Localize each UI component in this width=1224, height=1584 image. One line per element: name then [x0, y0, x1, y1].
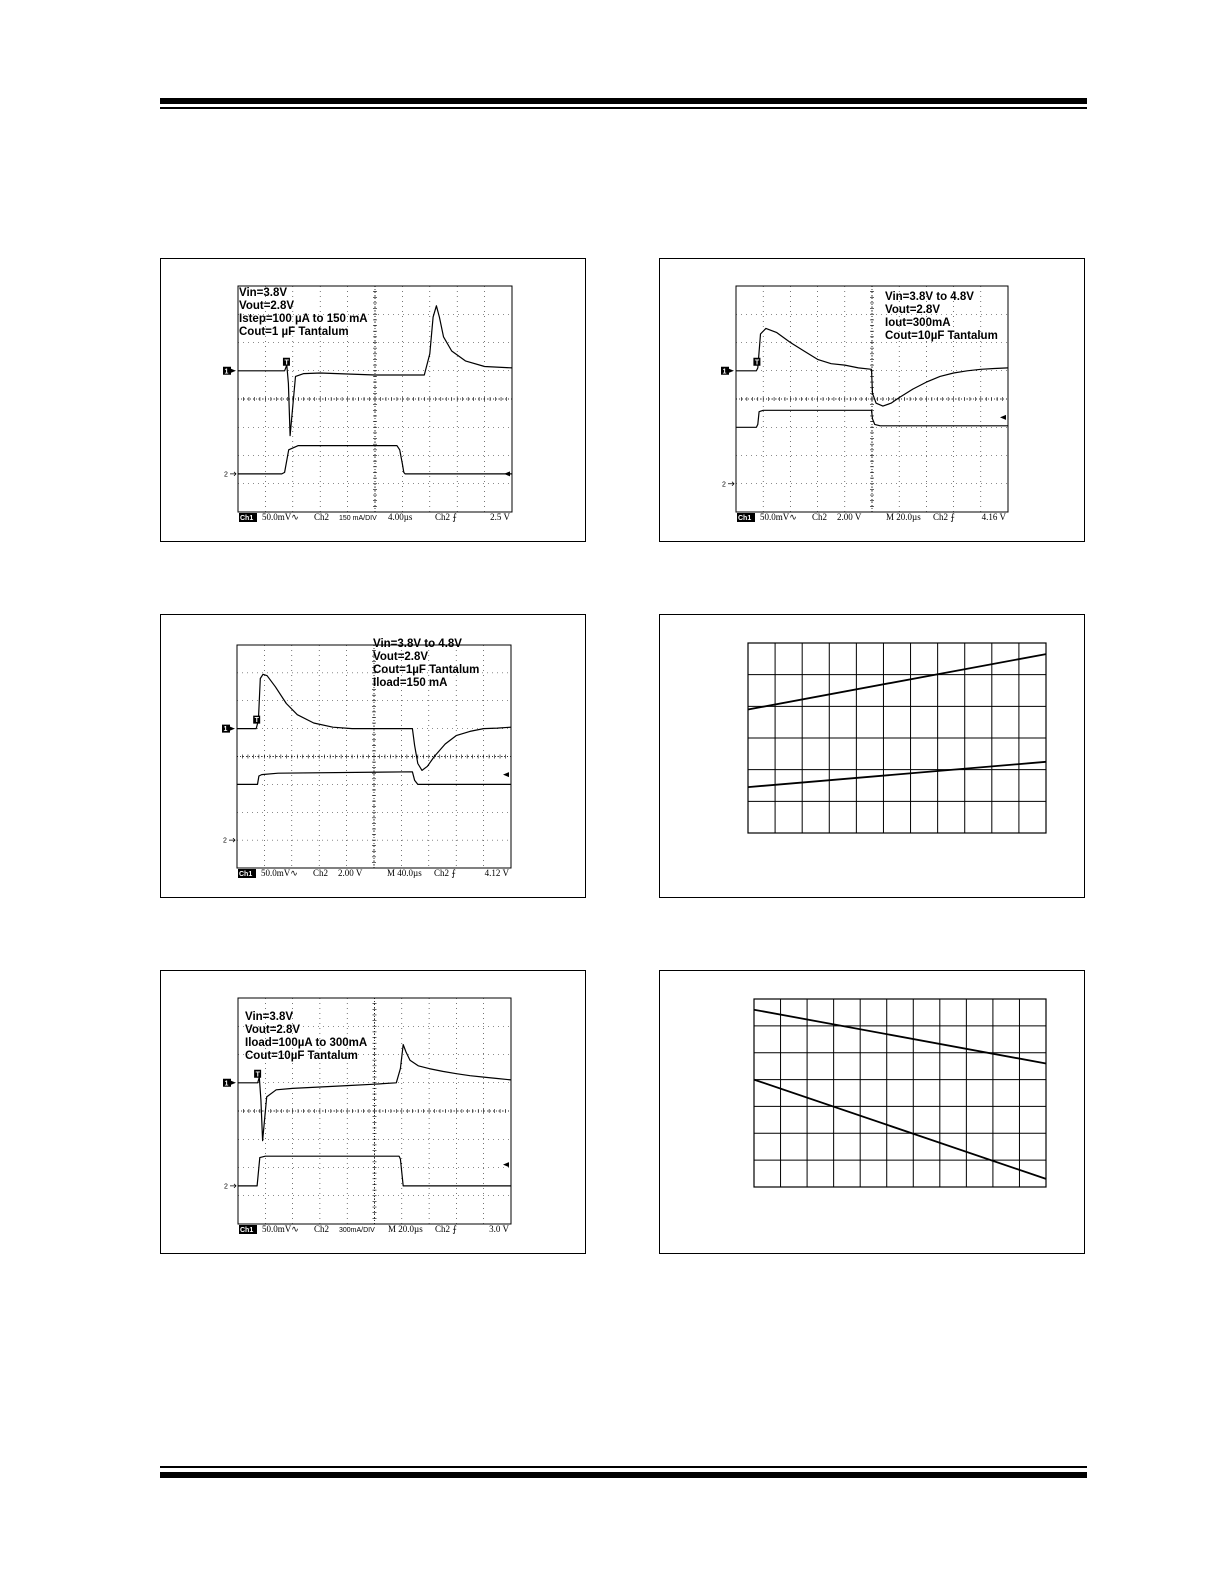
- annotation-line: Vout=2.8V: [373, 651, 429, 663]
- status-ch1-label: Ch1: [738, 515, 752, 522]
- status-timebase: M 20.0µs: [388, 1224, 423, 1234]
- chart-svg-6: [660, 971, 1086, 1255]
- annotation-line: Cout=10µF Tantalum: [245, 1050, 358, 1062]
- chart-panel-4: [659, 614, 1085, 898]
- trigger-level-arrow: [503, 772, 509, 777]
- annotation-line: Istep=100 µA to 150 mA: [239, 313, 368, 325]
- annotation-line: Vin=3.8V: [245, 1011, 294, 1023]
- annotation-line: Vout=2.8V: [245, 1024, 301, 1036]
- ch2-marker-arrow: [230, 1184, 236, 1188]
- ch2-marker-arrow: [229, 838, 235, 842]
- status-timebase: M 20.0µs: [886, 512, 921, 522]
- ch2-marker-arrow: [728, 482, 734, 486]
- annotation-line: Vout=2.8V: [239, 300, 295, 312]
- footer-rule-thin: [160, 1466, 1087, 1468]
- annotation-line: Vin=3.8V to 4.8V: [373, 638, 462, 650]
- status-trigger-source: Ch2 ⨍: [435, 1224, 457, 1234]
- status-ch2-label: Ch2: [314, 512, 330, 522]
- status-ch2-scale: 300mA/DIV: [339, 1227, 375, 1234]
- status-ch1-scale: 50.0mV∿: [760, 512, 797, 522]
- chart-panel-5: [160, 970, 586, 1254]
- grid-border: [754, 999, 1046, 1187]
- status-ch1-label: Ch1: [240, 515, 254, 522]
- status-ch2-label: Ch2: [314, 1224, 330, 1234]
- status-ch1-scale: 50.0mV∿: [262, 1224, 299, 1234]
- chart-svg-5: [161, 971, 587, 1255]
- annotation-line: Iload=100µA to 300mA: [245, 1037, 368, 1049]
- annotation-line: Iout=300mA: [885, 317, 951, 329]
- header-rule-thin: [160, 107, 1087, 109]
- status-ch1-label: Ch1: [239, 871, 253, 878]
- status-trigger-level: 4.16 V: [981, 512, 1006, 522]
- trigger-level-arrow: [1000, 415, 1006, 420]
- ch2-marker-label: 2: [224, 471, 228, 479]
- trigger-marker-label: T: [284, 359, 289, 367]
- trigger-level-arrow: [503, 1162, 509, 1167]
- status-ch2-scale: 2.00 V: [837, 512, 862, 522]
- ch1-marker-arrow: [231, 369, 236, 373]
- ch1-marker-label: 1: [223, 726, 228, 734]
- chart-svg-4: [660, 615, 1086, 899]
- ch1-marker-arrow: [231, 1081, 236, 1085]
- ch1-marker-arrow: [729, 369, 734, 373]
- ch2-marker-label: 2: [223, 837, 227, 845]
- lower-curve-line: [754, 1080, 1046, 1179]
- lower-curve-line: [748, 762, 1046, 787]
- status-trigger-level: 4.12 V: [484, 868, 509, 878]
- annotation-line: Cout=1 µF Tantalum: [239, 326, 349, 338]
- chart-panel-1: [160, 258, 586, 542]
- status-timebase: M 40.0µs: [387, 868, 422, 878]
- ch2-marker-arrow: [230, 472, 236, 476]
- status-ch2-scale: 2.00 V: [338, 868, 363, 878]
- status-trigger-level: 2.5 V: [490, 512, 510, 522]
- annotation-line: Vout=2.8V: [885, 304, 941, 316]
- chart-panel-3: [160, 614, 586, 898]
- trigger-marker-label: T: [255, 1071, 260, 1079]
- ch1-marker-label: 1: [224, 1080, 229, 1088]
- chart-svg-1: [161, 259, 587, 543]
- trigger-level-arrow: [504, 471, 510, 476]
- upper-curve-line: [748, 654, 1046, 709]
- status-ch2-label: Ch2: [812, 512, 828, 522]
- chart-panel-6: [659, 970, 1085, 1254]
- status-trigger-source: Ch2 ⨍: [435, 512, 457, 522]
- status-timebase: 4.00µs: [388, 512, 413, 522]
- ch1-marker-label: 1: [224, 368, 229, 376]
- ch2-trace: [237, 772, 511, 785]
- status-trigger-level: 3.0 V: [489, 1224, 509, 1234]
- trigger-marker-label: T: [254, 717, 259, 725]
- footer-rule-thick: [160, 1472, 1087, 1478]
- status-ch1-scale: 50.0mV∿: [261, 868, 298, 878]
- ch2-marker-label: 2: [224, 1183, 228, 1191]
- annotation-line: Vin=3.8V: [239, 287, 288, 299]
- status-ch1-scale: 50.0mV∿: [262, 512, 299, 522]
- ch1-marker-arrow: [230, 727, 235, 731]
- header-rule-thick: [160, 98, 1087, 104]
- annotation-line: Cout=10µF Tantalum: [885, 330, 998, 342]
- annotation-line: Iload=150 mA: [373, 677, 448, 689]
- status-ch1-label: Ch1: [240, 1227, 254, 1234]
- upper-curve-line: [754, 1010, 1046, 1064]
- ch2-marker-label: 2: [722, 481, 726, 489]
- chart-svg-3: [161, 615, 587, 899]
- chart-svg-2: [660, 259, 1086, 543]
- status-ch2-label: Ch2: [313, 868, 329, 878]
- ch1-marker-label: 1: [722, 368, 727, 376]
- chart-panel-2: [659, 258, 1085, 542]
- annotation-line: Cout=1µF Tantalum: [373, 664, 480, 676]
- annotation-line: Vin=3.8V to 4.8V: [885, 291, 974, 303]
- trigger-marker-label: T: [754, 359, 760, 367]
- status-trigger-source: Ch2 ⨍: [933, 512, 955, 522]
- status-trigger-source: Ch2 ⨍: [434, 868, 456, 878]
- status-ch2-scale: 150 mA/DIV: [339, 515, 377, 522]
